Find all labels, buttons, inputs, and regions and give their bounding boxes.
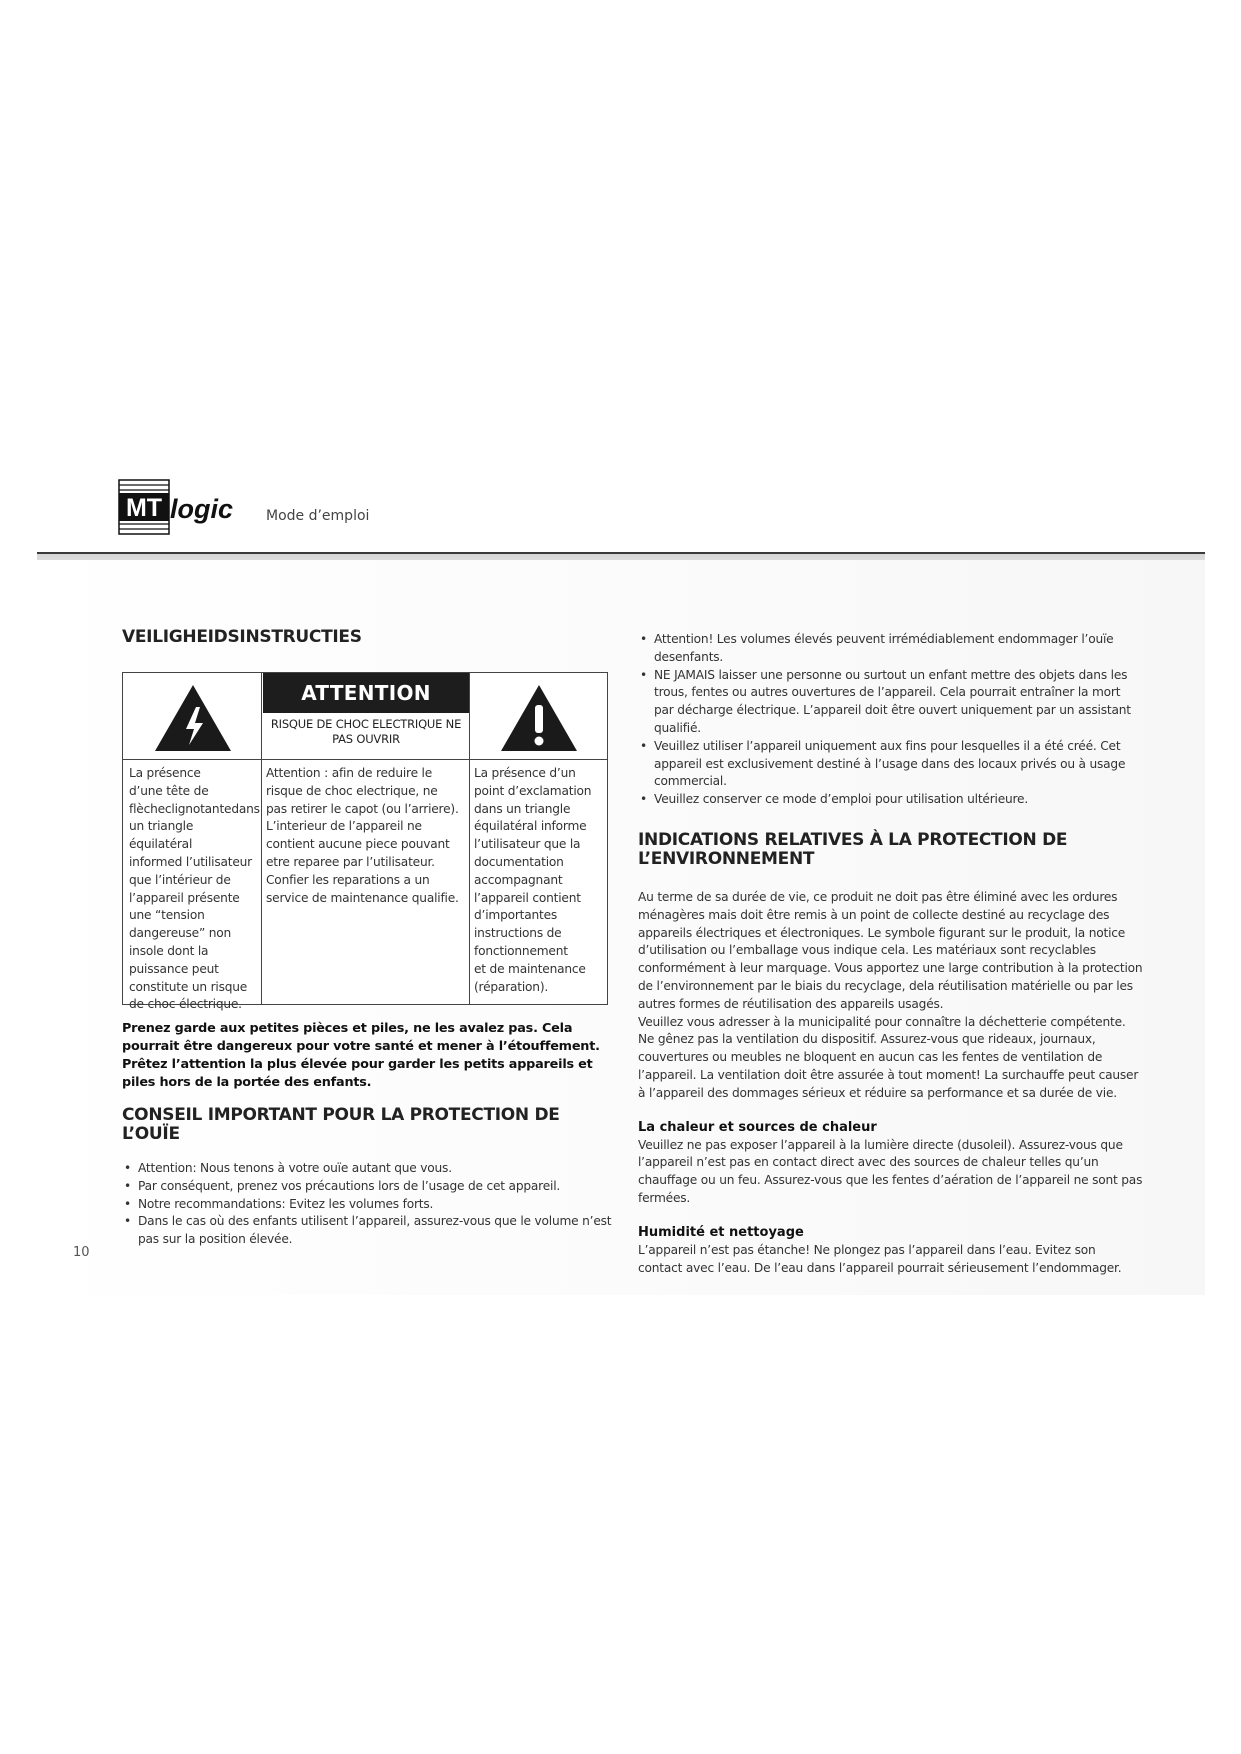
list-item: • Attention! Les volumes élevés peuvent irrémédiablement endommager l’ouïe desenfants. — [638, 631, 1143, 667]
attention-banner: ATTENTION — [263, 673, 469, 713]
list-item: • Veuillez utiliser l’appareil uniquement aux fins pour lesquelles il a été créé. Cet appareil est exclusivement destiné à l’usage dans des locaux privés ou à usage commercial. — [638, 738, 1143, 791]
hearing-list — [122, 1160, 622, 1249]
list-item: • Dans le cas où des enfants utilisent l’appareil, assurez-vous que le volume n’est pas sur la position élevée. — [122, 1213, 622, 1249]
precautions-list — [638, 631, 1143, 809]
list-item: • Attention: Nous tenons à votre ouïe autant que vous. — [122, 1160, 622, 1178]
lightning-warning-icon — [153, 683, 233, 753]
choking-warning-text: Prenez garde aux petites pièces et piles, ne les avalez pas. Cela pourrait être dangereux pour votre santé et mener à l’étouffement. Prêtez l’attention la plus élevée pour garder les petits appareils et piles hors de la portée des enfants. — [122, 1021, 600, 1090]
left-column — [122, 628, 622, 647]
humidity-paragraph: L’appareil n’est pas étanche! Ne plongez pas l’appareil dans l’eau. Evitez son contact avec l’eau. De l’eau dans l’appareil pourrait sérieusement l’endommager. — [638, 1242, 1122, 1275]
risk-shock-label: RISQUE DE CHOC ELECTRIQUE NE PAS OUVRIR — [270, 717, 462, 746]
section-title-hearing: CONSEIL IMPORTANT POUR LA PROTECTION DE L’OUÏE — [122, 1105, 560, 1144]
warning-table — [122, 672, 608, 1012]
environment-paragraph: Au terme de sa durée de vie, ce produit ne doit pas être éliminé avec les ordures ménagères mais doit être remis à un point de collecte destiné au recyclage des appareils électriques et électroniques. Le symbole figurant sur le produit, la notice d’utilisation ou l’emballage vous indique cela. Les matériaux sont recyclables conformément à leur marquage. Vous apportez une large contribution à la protection de l’environnement par le biais du recyclage, dela réutilisation matérielle ou par les autres formes de réutilisation des appareils usagés. — [638, 889, 1143, 1011]
hearing-section — [122, 1106, 622, 1249]
table-divider — [469, 673, 470, 1004]
exclamation-warning-icon — [499, 683, 579, 753]
header-subtitle: Mode d’emploi — [266, 508, 370, 524]
list-item: • NE JAMAIS laisser une personne ou surtout un enfant mettre des objets dans les trous, fentes ou autres ouvertures de l’appareil. Cela pourrait entraîner la mort par décharge électrique. L’appareil doit être ouvert uniquement par un assistant qualifié. — [638, 667, 1143, 738]
heat-title: La chaleur et sources de chaleur — [638, 1119, 877, 1135]
page-number: 10 — [73, 1245, 90, 1260]
exclamation-description: La présence d’un point d’exclamation dans un triangle équilatéral informe l’utilisateur que la documentation accompagnant l’appareil contient d’importantes instructions de fonctionnement et de maintenance (réparation). — [474, 766, 592, 994]
right-column — [638, 631, 1143, 1277]
mtlogic-logo — [118, 478, 238, 536]
table-divider — [123, 759, 607, 760]
humidity-title: Humidité et nettoyage — [638, 1224, 804, 1240]
heat-paragraph: Veuillez ne pas exposer l’appareil à la lumière directe (dusoleil). Assurez-vous que l’appareil n’est pas en contact direct avec des sources de chaleur telles qu’un chauffage ou un feu. Assurez-vous que les fentes d’aération de l’appareil ne sont pas fermées. — [638, 1137, 1143, 1205]
attention-description: Attention : afin de reduire le risque de choc electrique, ne pas retirer le capot (ou l’arriere). L’interieur de l’appareil ne contient aucune piece pouvant etre reparee par l’utilisateur. Confier les reparations a un service de maintenance qualifie. — [266, 766, 459, 905]
section-title-environment: INDICATIONS RELATIVES À LA PROTECTION DE L’ENVIRONNEMENT — [638, 829, 1068, 869]
lightning-description: La présence d’une tête de flècheclignotantedans un triangle équilatéral informed l’utilisateur que l’intérieur de l’appareil présente une “tension dangereuse” non insole dont la puissance peut constitute un risque de choc électrique. — [129, 766, 260, 1012]
list-item: • Veuillez conserver ce mode d’emploi pour utilisation ultérieure. — [638, 791, 1143, 809]
page-header — [118, 478, 718, 536]
list-item: • Par conséquent, prenez vos précautions lors de l’usage de cet appareil. — [122, 1178, 622, 1196]
ventilation-paragraph: Ne gênez pas la ventilation du dispositif. Assurez-vous que rideaux, journaux, couvertures ou meubles ne bloquent en aucun cas les fentes de ventilation de l’appareil. La ventilation doit être assurée à tout moment! La surchauffe peut causer à l’appareil des dommages sérieux et réduire sa performance et sa durée de vie. — [638, 1032, 1139, 1100]
table-divider — [261, 673, 262, 1004]
logo-mt-text: MT — [125, 494, 163, 522]
section-title-safety: VEILIGHEIDSINSTRUCTIES — [122, 627, 362, 647]
list-item: • Notre recommandations: Evitez les volumes forts. — [122, 1196, 622, 1214]
logo-logic-text: logic — [170, 494, 234, 524]
environment-paragraph-2: Veuillez vous adresser à la municipalité pour connaître la déchetterie compétente. — [638, 1014, 1126, 1029]
